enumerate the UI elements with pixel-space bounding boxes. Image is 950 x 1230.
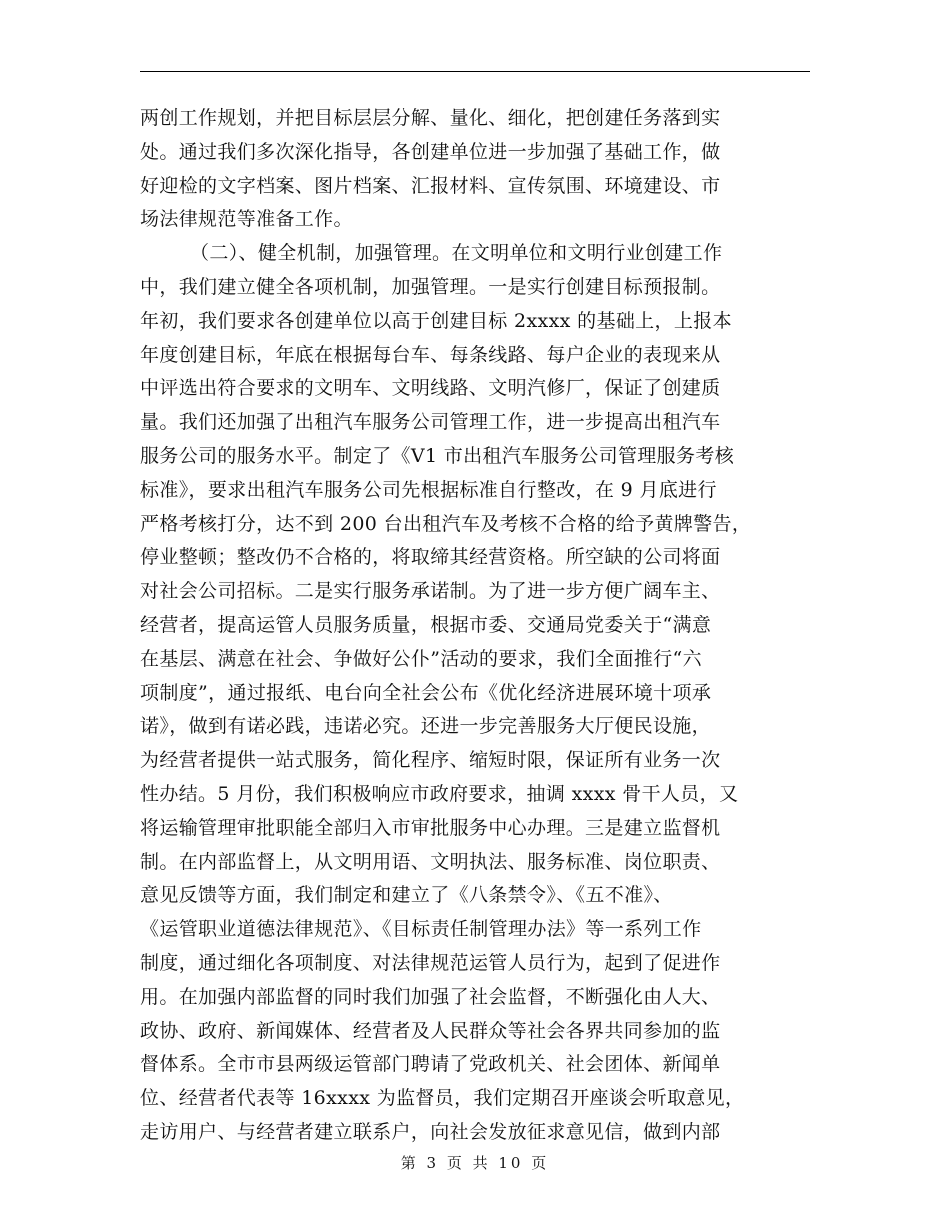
text-line: 两创工作规划，并把目标层层分解、量化、细化，把创建任务落到实: [140, 107, 721, 129]
text-line: 政协、政府、新闻媒体、经营者及人民群众等社会各界共同参加的监: [140, 1019, 721, 1042]
text-line: 《运管职业道德法律规范》、《目标责任制管理办法》等一系列工作: [140, 918, 702, 941]
text-line: 将运输管理审批职能全部归入市审批服务中心办理。三是建立监督机: [140, 816, 721, 839]
text-line: 中评选出符合要求的文明车、文明线路、文明汽修厂，保证了创建质: [140, 377, 721, 400]
text-line: 停业整顿；整改仍不合格的，将取缔其经营资格。所空缺的公司将面: [140, 546, 721, 569]
body-text: [140, 102, 820, 1150]
header-rule: [140, 71, 810, 72]
text-line: 走访用户、与经营者建立联系户，向社会发放征求意见信，做到内部: [140, 1120, 721, 1143]
text-line: （二）、健全机制，加强管理。在文明单位和文明行业创建工作: [190, 242, 723, 265]
text-line: 项制度”，通过报纸、电台向全社会公布《优化经济进展环境十项承: [140, 681, 712, 704]
text-line: 在基层、满意在社会、争做好公仆”活动的要求，我们全面推行“六: [140, 647, 702, 670]
text-line: 制度，通过细化各项制度、对法律规范运管人员行为，起到了促进作: [140, 951, 721, 974]
text-line: 督体系。全市市县两级运管部门聘请了党政机关、社会团体、新闻单: [140, 1053, 721, 1076]
text-line: 为经营者提供一站式服务，简化程序、缩短时限，保证所有业务一次: [140, 749, 721, 772]
text-line: 位、经营者代表等 16xxxx 为监督员，我们定期召开座谈会听取意见，: [140, 1087, 745, 1110]
text-line: 年度创建目标，年底在根据每台车、每条线路、每户企业的表现来从: [140, 343, 721, 366]
text-line: 场法律规范等准备工作。: [140, 208, 353, 231]
text-line: 性办结。5 月份，我们积极响应市政府要求，抽调 xxxx 骨干人员，又: [140, 782, 739, 805]
text-line: 对社会公司招标。二是实行服务承诺制。为了进一步方便广阔车主、: [140, 580, 721, 603]
page-number-footer: 第 3 页 共 10 页: [400, 1154, 550, 1172]
text-line: 好迎检的文字档案、图片档案、汇报材料、宣传氛围、环境建设、市: [140, 174, 721, 197]
text-line: 量。我们还加强了出租汽车服务公司管理工作，进一步提高出租汽车: [140, 411, 721, 434]
text-line: 经营者，提高运管人员服务质量，根据市委、交通局党委关于“满意: [140, 613, 712, 636]
text-line: 标准》，要求出租汽车服务公司先根据标准自行整改，在 9 月底进行: [140, 478, 717, 501]
text-line: 用。在加强内部监督的同时我们加强了社会监督，不断强化由人大、: [140, 985, 721, 1008]
text-line: 年初，我们要求各创建单位以高于创建目标 2xxxx 的基础上，上报本: [140, 309, 732, 332]
text-line: 处。通过我们多次深化指导，各创建单位进一步加强了基础工作，做: [140, 140, 721, 163]
text-line: 诺》，做到有诺必践，违诺必究。还进一步完善服务大厅便民设施，: [140, 715, 712, 738]
text-line: 制。在内部监督上，从文明用语、文明执法、服务标准、岗位职责、: [140, 850, 721, 873]
text-line: 中，我们建立健全各项机制，加强管理。一是实行创建目标预报制。: [140, 275, 721, 298]
text-line: 服务公司的服务水平。制定了《V1 市出租汽车服务公司管理服务考核: [140, 444, 735, 467]
text-line: 意见反馈等方面，我们制定和建立了《八条禁令》、《五不准》、: [140, 884, 673, 907]
text-line: 严格考核打分，达不到 200 台出租汽车及考核不合格的给予黄牌警告，: [140, 512, 752, 535]
